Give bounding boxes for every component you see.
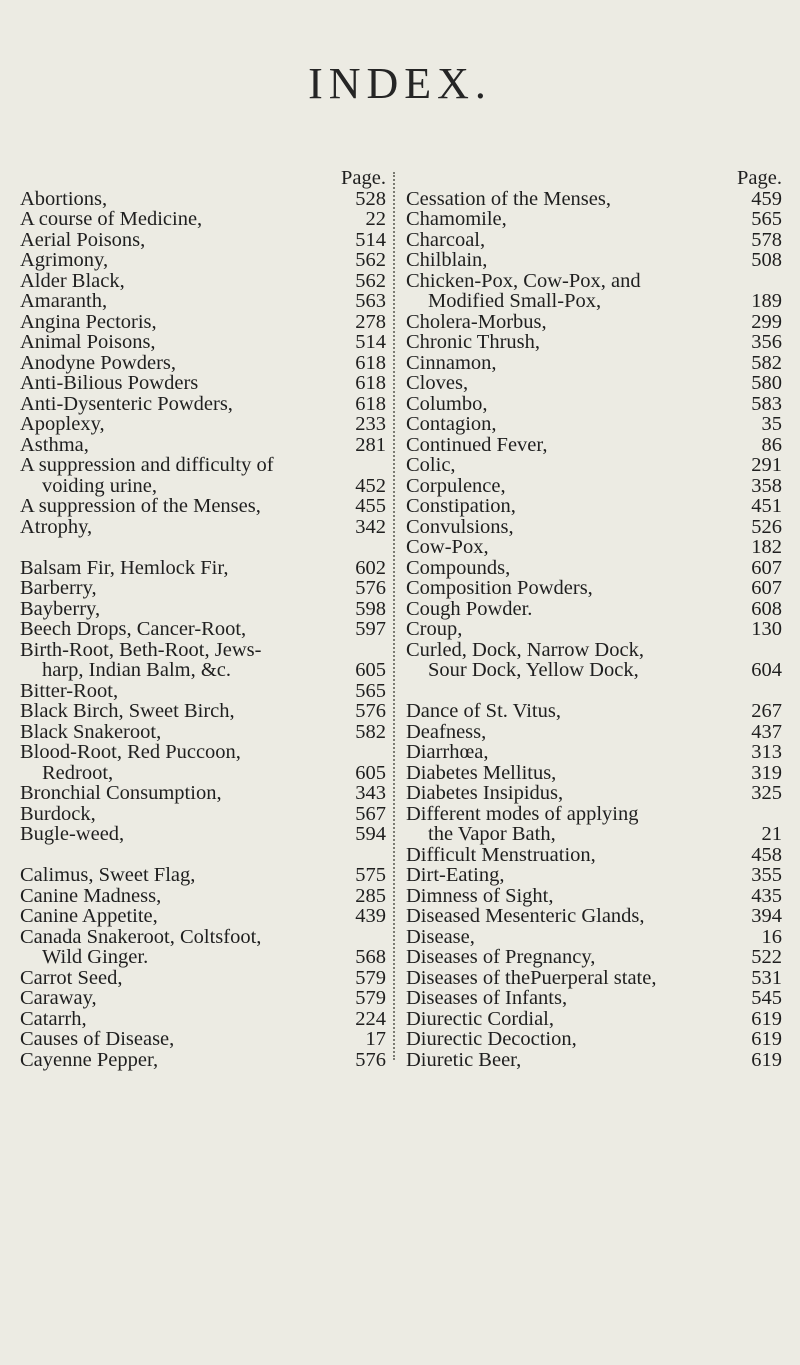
entry-page-number: 528 [355,187,386,210]
index-entry [20,988,386,1009]
entry-term: Chamomile, [406,208,507,230]
index-entry [20,312,386,333]
entry-term: Corpulence, [406,474,506,497]
page-column-header: Page. [737,167,782,189]
entry-term: A suppression of the Menses, [20,495,261,517]
entry-page-number: 568 [355,946,386,968]
index-entry [406,1050,782,1071]
entry-term: voiding urine, [42,474,158,497]
index-entry [20,783,386,804]
entry-term: Diseased Mesenteric Glands, [406,905,645,927]
index-entry [20,599,386,620]
index-entry [406,865,782,886]
index-entry [20,701,386,722]
index-entry [406,968,782,989]
index-entry [406,1029,782,1050]
entry-term: Chilblain, [406,249,488,271]
entry-term: Balsam Fir, Hemlock Fir, [20,556,229,579]
entry-page-number: 605 [355,659,386,681]
entry-term: Bayberry, [20,597,101,620]
entry-page-number: 579 [355,966,386,989]
index-entry [20,660,386,681]
entry-term: Disease, [406,925,475,948]
entry-page-number: 285 [355,884,386,907]
entry-page-number: 224 [355,1007,386,1030]
entry-page-number: 437 [751,720,782,743]
index-entry [406,353,782,374]
entry-term: Canada Snakeroot, Coltsfoot, [20,925,262,948]
entry-page-number: 562 [355,249,386,271]
entry-term: Black Snakeroot, [20,720,162,743]
entry-term: Different modes of applying [406,802,639,825]
index-entry [20,332,386,353]
index-entry [406,763,782,784]
entry-term: A suppression and difficulty of [20,454,274,476]
entry-page-number: 325 [751,782,782,804]
index-entry [406,640,782,661]
entry-page-number: 578 [751,228,782,251]
entry-page-number: 358 [751,474,782,497]
entry-page-number: 313 [751,741,782,763]
index-entry [406,660,782,681]
entry-term: Diurectic Cordial, [406,1007,555,1030]
entry-term: Bronchial Consumption, [20,782,222,804]
entry-term: Catarrh, [20,1007,87,1030]
entry-page-number: 579 [355,987,386,1009]
entry-page-number: 619 [751,1028,782,1050]
index-entry [20,435,386,456]
entry-term: Anti-Dysenteric Powders, [20,392,233,415]
entry-page-number: 618 [355,392,386,415]
entry-page-number: 526 [751,515,782,538]
entry-page-number: 182 [751,536,782,558]
index-entry [20,1009,386,1030]
entry-page-number: 17 [365,1028,386,1050]
entry-page-number: 562 [355,269,386,292]
entry-term: Asthma, [20,433,89,456]
index-entry [20,291,386,312]
entry-page-number: 598 [355,597,386,620]
entry-page-number: 522 [751,946,782,968]
index-entry [20,517,386,538]
index-entry [406,271,782,292]
entry-term: Canine Madness, [20,884,162,907]
entry-term: Alder Black, [20,269,125,292]
entry-term: Compounds, [406,556,511,579]
entry-term: Burdock, [20,802,96,825]
entry-term: Contagion, [406,413,497,435]
entry-term: Cinnamon, [406,351,497,374]
entry-page-number: 576 [355,577,386,599]
entry-page-number: 619 [751,1048,782,1071]
page-column-header: Page. [341,167,386,189]
entry-term: harp, Indian Balm, &c. [42,659,232,681]
entry-page-number: 291 [751,454,782,476]
entry-page-number: 594 [355,823,386,845]
index-entry [20,804,386,825]
entry-term: Difficult Menstruation, [406,843,596,866]
entry-term: Diabetes Insipidus, [406,782,564,804]
index-entry [406,742,782,763]
entry-page-number: 604 [751,659,782,681]
entry-page-number: 608 [751,597,782,620]
entry-term: A course of Medicine, [20,208,203,230]
index-entry [20,496,386,517]
entry-page-number: 299 [751,310,782,333]
entry-term: Diseases of Infants, [406,987,568,1009]
index-entry [20,558,386,579]
index-entry [406,558,782,579]
entry-page-number: 576 [355,1048,386,1071]
entry-term: Aerial Poisons, [20,228,146,251]
index-entry [406,722,782,743]
index-entry [20,209,386,230]
index-entry [406,230,782,251]
entry-page-number: 582 [355,720,386,743]
left-index-column [20,168,386,1070]
entry-term: Barberry, [20,577,97,599]
entry-term: Anodyne Powders, [20,351,177,374]
index-entry [20,824,386,845]
index-entry [406,701,782,722]
entry-term: Amaranth, [20,290,108,312]
index-entry [20,968,386,989]
entry-page-number: 580 [751,372,782,394]
index-entry [20,394,386,415]
entry-term: Diabetes Mellitus, [406,761,557,784]
entry-page-number: 355 [751,864,782,886]
entry-term: Columbo, [406,392,488,415]
index-entry [406,496,782,517]
entry-term: Black Birch, Sweet Birch, [20,700,235,722]
entry-page-number: 455 [355,495,386,517]
index-entry [406,947,782,968]
entry-page-number: 21 [761,823,782,845]
entry-term: Diuretic Beer, [406,1048,522,1071]
entry-page-number: 16 [761,925,782,948]
index-entry [406,189,782,210]
index-entry [20,1029,386,1050]
entry-page-number: 86 [761,433,782,456]
index-entry [406,332,782,353]
entry-page-number: 576 [355,700,386,722]
entry-term: Carrot Seed, [20,966,123,989]
entry-page-number: 435 [751,884,782,907]
index-entry [406,537,782,558]
entry-page-number: 618 [355,351,386,374]
entry-page-number: 459 [751,187,782,210]
entry-term: Constipation, [406,495,516,517]
entry-term: Chronic Thrush, [406,331,541,353]
entry-page-number: 597 [355,618,386,640]
index-entry [406,578,782,599]
index-entry [406,373,782,394]
entry-term: Beech Drops, Cancer-Root, [20,618,247,640]
index-entry [406,209,782,230]
entry-page-number: 514 [355,331,386,353]
index-entry [20,722,386,743]
entry-page-number: 567 [355,802,386,825]
entry-page-number: 278 [355,310,386,333]
entry-term: Caraway, [20,987,97,1009]
entry-term: Sour Dock, Yellow Dock, [428,659,639,681]
entry-page-number: 545 [751,987,782,1009]
entry-page-number: 531 [751,966,782,989]
entry-page-number: 343 [355,782,386,804]
index-entry [406,845,782,866]
entry-term: Deafness, [406,720,487,743]
entry-page-number: 563 [355,290,386,312]
entry-page-number: 605 [355,761,386,784]
entry-page-number: 583 [751,392,782,415]
entry-page-number: 319 [751,761,782,784]
index-entry [20,927,386,948]
entry-term: Chicken-Pox, Cow-Pox, and [406,269,641,292]
index-entry [406,804,782,825]
entry-page-number: 267 [751,700,782,722]
entry-term: Cloves, [406,372,469,394]
entry-page-number: 439 [355,905,386,927]
entry-term: Birth-Root, Beth-Root, Jews- [20,638,262,661]
entry-term: Atrophy, [20,515,93,538]
entry-term: Dance of St. Vitus, [406,700,561,722]
index-entry [406,476,782,497]
entry-term: Agrimony, [20,249,109,271]
column-divider [393,172,395,1060]
entry-term: Charcoal, [406,228,486,251]
entry-page-number: 281 [355,433,386,456]
index-entry [406,517,782,538]
entry-term: Diarrhœa, [406,741,489,763]
entry-term: the Vapor Bath, [428,823,556,845]
index-entry [406,455,782,476]
entry-term: Continued Fever, [406,433,548,456]
entry-term: Dirt-Eating, [406,864,505,886]
entry-term: Diseases of thePuerperal state, [406,966,657,989]
entry-page-number: 602 [355,556,386,579]
entry-term: Abortions, [20,187,108,210]
right-index-column [406,168,782,1070]
entry-page-number: 618 [355,372,386,394]
entry-term: Cholera-Morbus, [406,310,547,333]
entry-page-number: 452 [355,474,386,497]
index-entry [406,1009,782,1030]
entry-term: Cessation of the Menses, [406,187,611,210]
index-entry [20,189,386,210]
section-gap [406,681,782,702]
entry-page-number: 565 [355,679,386,702]
index-entry [20,476,386,497]
index-entry [20,681,386,702]
entry-page-number: 189 [751,290,782,312]
entry-term: Dimness of Sight, [406,884,554,907]
section-gap [20,537,386,558]
index-entry [20,455,386,476]
index-entry [20,373,386,394]
index-entry [406,619,782,640]
index-entry [406,250,782,271]
entry-term: Convulsions, [406,515,514,538]
entry-term: Composition Powders, [406,577,593,599]
index-entry [20,353,386,374]
index-entry [406,312,782,333]
index-entry [20,414,386,435]
index-entry [20,640,386,661]
entry-term: Modified Small-Pox, [428,290,602,312]
entry-term: Curled, Dock, Narrow Dock, [406,638,644,661]
index-entry [406,414,782,435]
index-entry [406,886,782,907]
entry-term: Calimus, Sweet Flag, [20,864,196,886]
entry-term: Cow-Pox, [406,536,489,558]
index-entry [20,763,386,784]
entry-page-number: 607 [751,577,782,599]
entry-page-number: 451 [751,495,782,517]
index-entry [406,394,782,415]
entry-page-number: 607 [751,556,782,579]
entry-term: Diseases of Pregnancy, [406,946,596,968]
entry-page-number: 35 [761,413,782,435]
index-entry [406,435,782,456]
entry-page-number: 514 [355,228,386,251]
index-entry [20,947,386,968]
entry-term: Canine Appetite, [20,905,158,927]
entry-term: Blood-Root, Red Puccoon, [20,741,241,763]
entry-page-number: 619 [751,1007,782,1030]
entry-term: Croup, [406,618,463,640]
index-entry [406,824,782,845]
entry-page-number: 130 [751,618,782,640]
index-entry [20,578,386,599]
entry-page-number: 233 [355,413,386,435]
index-entry [406,599,782,620]
entry-term: Angina Pectoris, [20,310,157,333]
entry-term: Bugle-weed, [20,823,125,845]
index-entry [406,783,782,804]
index-entry [20,886,386,907]
entry-term: Cayenne Pepper, [20,1048,159,1071]
entry-term: Bitter-Root, [20,679,119,702]
index-entry [406,906,782,927]
section-gap [20,845,386,866]
entry-page-number: 508 [751,249,782,271]
entry-term: Wild Ginger. [42,946,149,968]
index-entry [406,927,782,948]
index-entry [20,1050,386,1071]
entry-term: Diurectic Decoction, [406,1028,577,1050]
entry-term: Causes of Disease, [20,1028,175,1050]
index-entry [20,271,386,292]
page-title: INDEX. [308,59,492,108]
entry-term: Anti-Bilious Powders [20,372,199,394]
entry-term: Apoplexy, [20,413,105,435]
index-entry [20,865,386,886]
index-entry [20,619,386,640]
entry-page-number: 22 [365,208,386,230]
index-entry [20,250,386,271]
entry-page-number: 565 [751,208,782,230]
index-entry [406,988,782,1009]
entry-term: Colic, [406,454,456,476]
entry-page-number: 582 [751,351,782,374]
entry-term: Redroot, [42,761,114,784]
index-entry [20,906,386,927]
entry-term: Animal Poisons, [20,331,156,353]
index-entry [20,230,386,251]
index-entry [406,291,782,312]
entry-page-number: 575 [355,864,386,886]
entry-page-number: 394 [751,905,782,927]
entry-term: Cough Powder. [406,597,533,620]
entry-page-number: 342 [355,515,386,538]
entry-page-number: 356 [751,331,782,353]
entry-page-number: 458 [751,843,782,866]
index-entry [20,742,386,763]
